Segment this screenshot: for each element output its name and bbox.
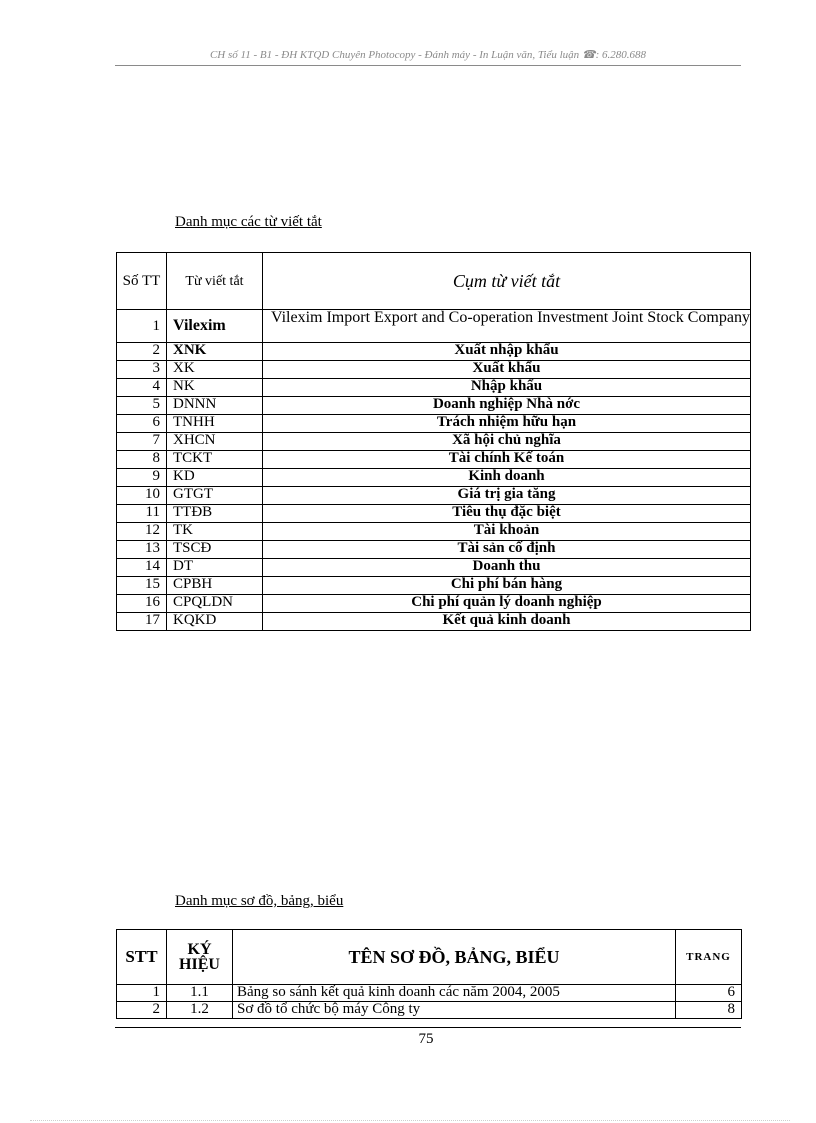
page-header: CH số 11 - B1 - ĐH KTQD Chuyên Photocopy - Đánh máy - In Luận văn, Tiểu luận ☎: 6.280.688 <box>115 48 741 66</box>
row-number: 9 <box>117 469 167 487</box>
row-number: 16 <box>117 595 167 613</box>
row-number: 11 <box>117 505 167 523</box>
row-abbreviation: XNK <box>167 343 263 361</box>
header-name: TÊN SƠ ĐỒ, BẢNG, BIỂU <box>233 930 676 985</box>
table-row <box>117 361 751 379</box>
row-abbreviation: GTGT <box>167 487 263 505</box>
row-phrase: Xuất khẩu <box>263 361 751 379</box>
row-number: 3 <box>117 361 167 379</box>
table-row <box>117 577 751 595</box>
table-row <box>117 469 751 487</box>
row-phrase: Xuất nhập khẩu <box>263 343 751 361</box>
abbreviation-table-header <box>117 253 751 310</box>
header-page: TRANG <box>676 930 742 985</box>
row-abbreviation: XHCN <box>167 433 263 451</box>
figure-table <box>116 929 742 1019</box>
row-phrase: Nhập khẩu <box>263 379 751 397</box>
row-symbol: 1.2 <box>167 1002 233 1019</box>
row-phrase: Tiêu thụ đặc biệt <box>263 505 751 523</box>
table-row <box>117 541 751 559</box>
row-name: Bảng so sánh kết quả kinh doanh các năm 2004, 2005 <box>233 985 676 1002</box>
header-phrase: Cụm từ viết tắt <box>263 253 751 310</box>
table-row <box>117 343 751 361</box>
row-phrase: Doanh nghiệp Nhà nớc <box>263 397 751 415</box>
row-abbreviation: KQKD <box>167 613 263 631</box>
table-row <box>117 379 751 397</box>
table-row <box>117 433 751 451</box>
header-symbol: KÝ HIỆU <box>167 930 233 985</box>
header-no: Số TT <box>117 253 167 310</box>
row-number: 8 <box>117 451 167 469</box>
row-abbreviation: DNNN <box>167 397 263 415</box>
row-abbreviation: NK <box>167 379 263 397</box>
table-row <box>117 451 751 469</box>
row-phrase: Tài chính Kế toán <box>263 451 751 469</box>
row-abbreviation: KD <box>167 469 263 487</box>
row-abbreviation: XK <box>167 361 263 379</box>
row-abbreviation: CPBH <box>167 577 263 595</box>
row-number: 2 <box>117 343 167 361</box>
table-row <box>117 559 751 577</box>
row-phrase: Vilexim Import Export and Co-operation Investment Joint Stock Company <box>263 310 751 343</box>
row-name: Sơ đồ tổ chức bộ máy Công ty <box>233 1002 676 1019</box>
table-row <box>117 613 751 631</box>
row-number: 10 <box>117 487 167 505</box>
row-abbreviation: TSCĐ <box>167 541 263 559</box>
abbreviation-table <box>116 252 751 631</box>
table-row <box>117 415 751 433</box>
figure-table-header <box>117 930 742 985</box>
row-number: 17 <box>117 613 167 631</box>
row-abbreviation: TNHH <box>167 415 263 433</box>
row-number: 5 <box>117 397 167 415</box>
page-bottom-border <box>30 1120 790 1121</box>
table-row <box>117 595 751 613</box>
row-stt: 1 <box>117 985 167 1002</box>
header-abbr: Từ viết tắt <box>167 253 263 310</box>
row-abbreviation: Vilexim <box>167 310 263 343</box>
abbreviation-list-title: Danh mục các từ viết tắt <box>175 214 322 230</box>
row-phrase: Chi phí quản lý doanh nghiệp <box>263 595 751 613</box>
table-row <box>117 487 751 505</box>
table-row <box>117 397 751 415</box>
row-phrase: Kết quả kinh doanh <box>263 613 751 631</box>
row-number: 13 <box>117 541 167 559</box>
row-symbol: 1.1 <box>167 985 233 1002</box>
page-number: 75 <box>418 1031 434 1047</box>
header-stt: STT <box>117 930 167 985</box>
footer-rule <box>115 1027 741 1028</box>
row-page: 8 <box>676 1002 742 1019</box>
row-abbreviation: TTĐB <box>167 505 263 523</box>
table-row <box>117 985 742 1002</box>
row-number: 6 <box>117 415 167 433</box>
row-page: 6 <box>676 985 742 1002</box>
row-phrase: Trách nhiệm hữu hạn <box>263 415 751 433</box>
figure-list-title: Danh mục sơ đồ, bảng, biểu <box>175 893 344 909</box>
row-abbreviation: DT <box>167 559 263 577</box>
table-row <box>117 310 751 343</box>
row-abbreviation: CPQLDN <box>167 595 263 613</box>
row-phrase: Doanh thu <box>263 559 751 577</box>
row-phrase: Tài khoản <box>263 523 751 541</box>
row-stt: 2 <box>117 1002 167 1019</box>
row-phrase: Kinh doanh <box>263 469 751 487</box>
row-number: 7 <box>117 433 167 451</box>
row-phrase: Tài sản cố định <box>263 541 751 559</box>
row-number: 14 <box>117 559 167 577</box>
row-number: 1 <box>117 310 167 343</box>
table-row <box>117 505 751 523</box>
row-phrase: Chi phí bán hàng <box>263 577 751 595</box>
row-number: 4 <box>117 379 167 397</box>
row-abbreviation: TCKT <box>167 451 263 469</box>
row-number: 15 <box>117 577 167 595</box>
row-number: 12 <box>117 523 167 541</box>
row-abbreviation: TK <box>167 523 263 541</box>
table-row <box>117 1002 742 1019</box>
table-row <box>117 523 751 541</box>
row-phrase: Giá trị gia tăng <box>263 487 751 505</box>
row-phrase: Xã hội chủ nghĩa <box>263 433 751 451</box>
